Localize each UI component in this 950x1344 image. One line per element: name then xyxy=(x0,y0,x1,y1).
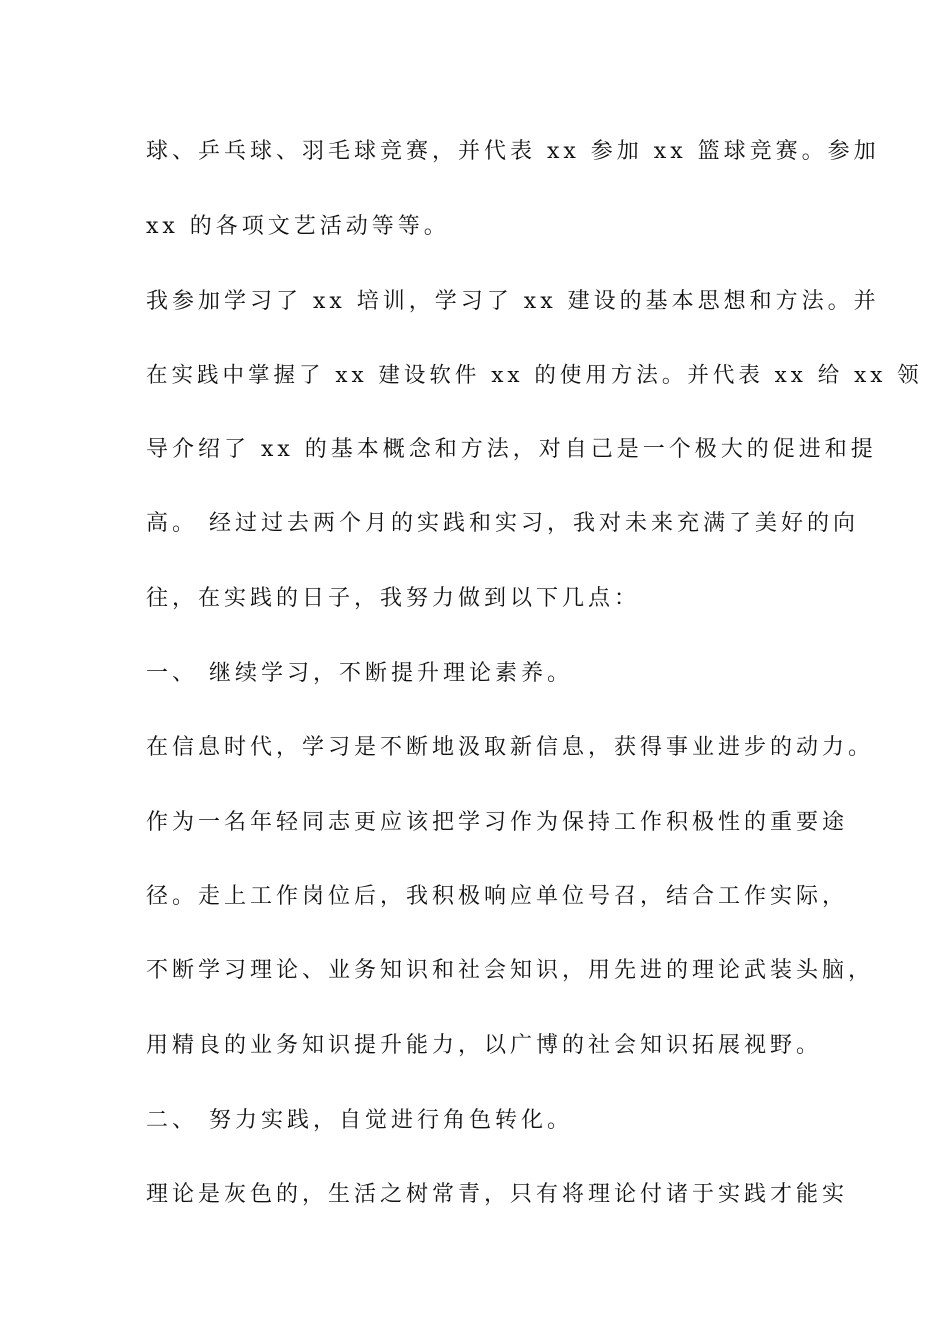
section-heading: 二、 努力实践，自觉进行角色转化。 xyxy=(146,1108,573,1133)
text-line: xx 的各项文艺活动等等。 xyxy=(146,214,450,239)
text-line: 径。走上工作岗位后，我积极响应单位号召，结合工作实际， xyxy=(146,884,849,909)
text-line: 高。 经过过去两个月的实践和实习，我对未来充满了美好的向 xyxy=(146,511,859,536)
text-line: 在实践中掌握了 xx 建设软件 xx 的使用方法。并代表 xx 给 xx 领 xyxy=(146,363,923,388)
text-line: 用精良的业务知识提升能力，以广博的社会知识拓展视野。 xyxy=(146,1033,823,1058)
text-line: 在信息时代，学习是不断地汲取新信息，获得事业进步的动力。 xyxy=(146,735,875,760)
text-line: 导介绍了 xx 的基本概念和方法，对自己是一个极大的促进和提 xyxy=(146,437,877,462)
text-line: 理论是灰色的，生活之树常青，只有将理论付诸于实践才能实 xyxy=(146,1182,849,1207)
text-line: 往，在实践的日子，我努力做到以下几点： xyxy=(146,586,641,611)
section-heading: 一、 继续学习，不断提升理论素养。 xyxy=(146,661,573,686)
text-line: 不断学习理论、业务知识和社会知识，用先进的理论武装头脑， xyxy=(146,958,875,983)
text-line: 我参加学习了 xx 培训，学习了 xx 建设的基本思想和方法。并 xyxy=(146,289,880,314)
text-line: 作为一名年轻同志更应该把学习作为保持工作积极性的重要途 xyxy=(146,810,849,835)
text-line: 球、乒乓球、羽毛球竞赛，并代表 xx 参加 xx 篮球竞赛。参加 xyxy=(146,139,880,164)
